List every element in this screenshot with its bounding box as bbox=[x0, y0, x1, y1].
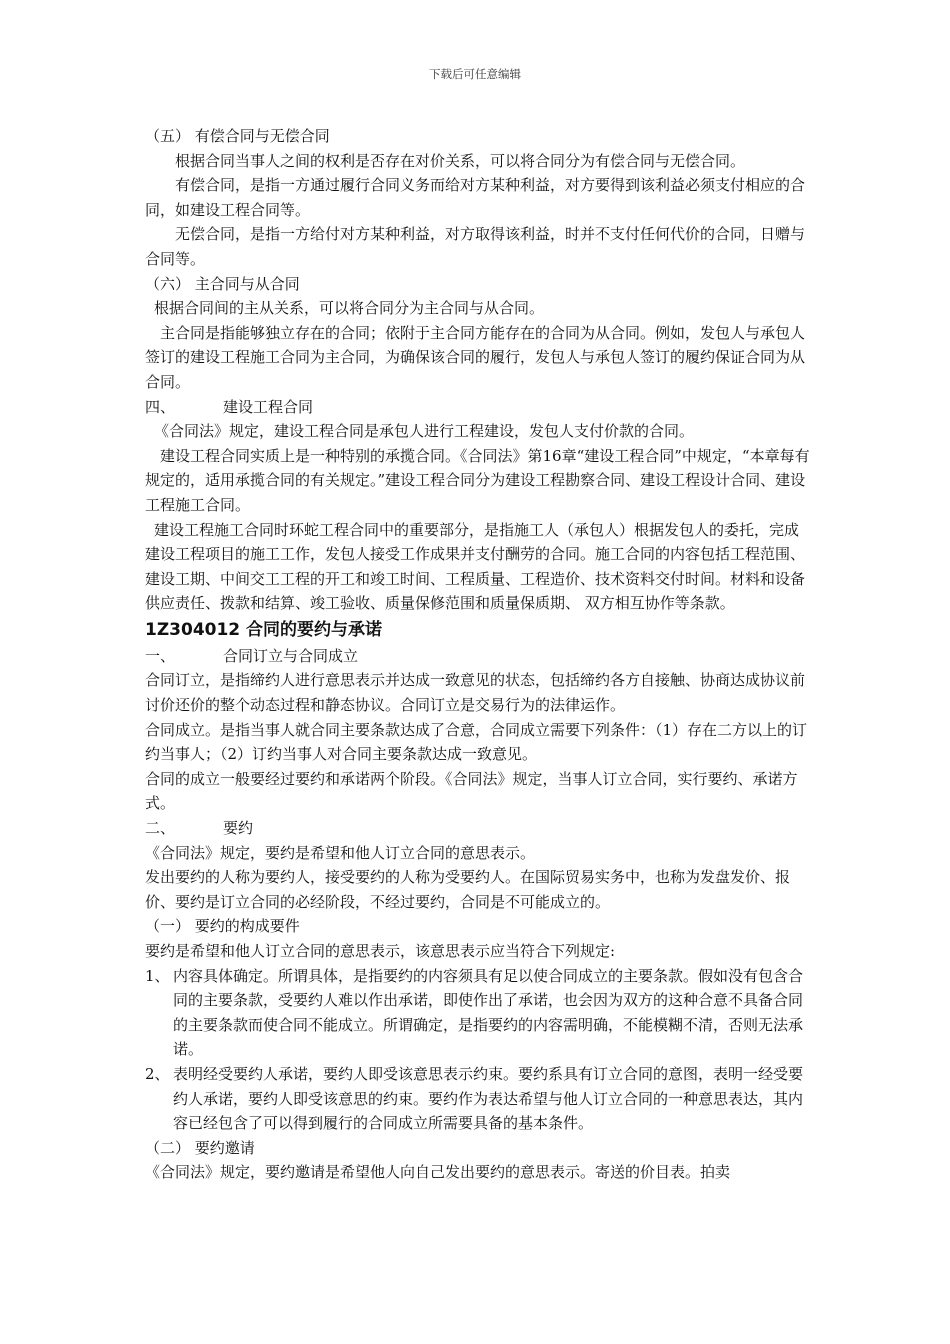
page-header: 下载后可任意编辑 bbox=[429, 67, 521, 81]
paragraph: 发出要约的人称为要约人，接受要约的人称为受要约人。在国际贸易实务中，也称为发盘发价、报价、要约是订立合同的必经阶段，不经过要约，合同是不可能成立的。 bbox=[145, 868, 791, 911]
heading-2 bbox=[145, 816, 813, 841]
paragraph: 合同的成立一般要经过要约和承诺两个阶段。《合同法》规定，当事人订立合同，实行要约、承诺方式。 bbox=[145, 769, 798, 813]
list-item bbox=[145, 964, 813, 1062]
heading-number: 一、 bbox=[145, 646, 176, 665]
paragraph: 建设工程合同实质上是一种特别的承揽合同。《合同法》第16章“建设工程合同”中规定，“本章每有规定的，适用承揽合同的有关规定。”建设工程合同分为建设工程勘察合同、建设工程设计合同、建设工程施工合同。 bbox=[145, 446, 810, 514]
subheading-5: （五） 有偿合同与无偿合同 bbox=[145, 127, 330, 145]
paragraph: 要约是希望和他人订立合同的意思表示，该意思表示应当符合下列规定: bbox=[145, 942, 616, 960]
paragraph: 根据合同当事人之间的权利是否存在对价关系，可以将合同分为有偿合同与无偿合同。 bbox=[175, 151, 746, 170]
section-title: 1Z304012 合同的要约与承诺 bbox=[145, 619, 383, 640]
paragraph: 根据合同间的主从关系，可以将合同分为主合同与从合同。 bbox=[154, 299, 545, 318]
document-body bbox=[145, 124, 813, 1185]
heading-4 bbox=[145, 395, 813, 420]
paragraph: 无偿合同，是指一方给付对方某种利益，对方取得该利益，时并不支付任何代价的合同，日赠与合同等。 bbox=[145, 225, 806, 268]
paragraph: 合同成立。是指当事人就合同主要条款达成了合意，合同成立需要下列条件：（1）存在二方以上的订约当事人；（2）订约当事人对合同主要条款达成一致意见。 bbox=[145, 720, 808, 764]
paragraph: 有偿合同，是指一方通过履行合同义务而给对方某种利益，对方要得到该利益必须支付相应的合同，如建设工程合同等。 bbox=[145, 176, 806, 219]
list-item-number: 2、 bbox=[145, 1064, 170, 1083]
paragraph: 《合同法》规定，要约邀请是希望他人向自己发出要约的意思表示。寄送的价目表。拍卖 bbox=[145, 1163, 731, 1182]
paragraph: 《合同法》规定，要约是希望和他人订立合同的意思表示。 bbox=[145, 843, 536, 862]
heading-text: 要约 bbox=[223, 819, 254, 838]
heading-number: 四、 bbox=[145, 397, 176, 416]
subheading-b: （二） 要约邀请 bbox=[145, 1138, 255, 1157]
list-item bbox=[145, 1062, 813, 1136]
paragraph: 合同订立，是指缔约人进行意思表示并达成一致意见的状态，包括缔约各方自接触、协商达成协议前讨价还价的整个动态过程和静态协议。合同订立是交易行为的法律运作。 bbox=[145, 671, 806, 715]
heading-text: 建设工程合同 bbox=[223, 397, 314, 416]
heading-1 bbox=[145, 644, 813, 669]
subheading-a: （一） 要约的构成要件 bbox=[145, 917, 300, 936]
heading-number: 二、 bbox=[145, 819, 176, 838]
paragraph: 主合同是指能够独立存在的合同；依附于主合同方能存在的合同为从合同。例如，发包人与承包人签订的建设工程施工合同为主合同，为确保该合同的履行，发包人与承包人签订的履约保证合同为从合同。 bbox=[145, 323, 806, 391]
heading-text: 合同订立与合同成立 bbox=[223, 646, 359, 665]
list-item-text: 内容具体确定。所谓具体，是指要约的内容须具有足以使合同成立的主要条款。假如没有包含合同的主要条款，受要约人难以作出承诺，即使作出了承诺，也会因为双方的这种合意不具备合同的主要条款而使合同不能成立。所谓确定，是指要约的内容需明确，不能模糊不清，否则无法承诺。 bbox=[173, 966, 804, 1059]
list-item-text: 表明经受要约人承诺，要约人即受该意思表示约束。要约系具有订立合同的意图，表明一经受要约人承诺，要约人即受该意思的约束。要约作为表达希望与他人订立合同的一种意思表达，其内容已经包含了可以得到履行的合同成立所需要具备的基本条件。 bbox=[173, 1064, 804, 1133]
subheading-6: （六） 主合同与从合同 bbox=[145, 274, 300, 293]
list-item-number: 1、 bbox=[145, 966, 170, 985]
paragraph: 建设工程施工合同时环蛇工程合同中的重要部分，是指施工人（承包人）根据发包人的委托，完成建设工程项目的施工工作，发包人接受工作成果并支付酬劳的合同。施工合同的内容包括工程范围、建设工期、中间交工工程的开工和竣工时间、工程质量、工程造价、技术资料交付时间。材料和设备供应责任、拨款和结算、竣工验收、质量保修范围和质量保质期、 双方相互协作等条款。 bbox=[145, 520, 806, 613]
paragraph: 《合同法》规定，建设工程合同是承包人进行工程建设，发包人支付价款的合同。 bbox=[154, 422, 695, 441]
